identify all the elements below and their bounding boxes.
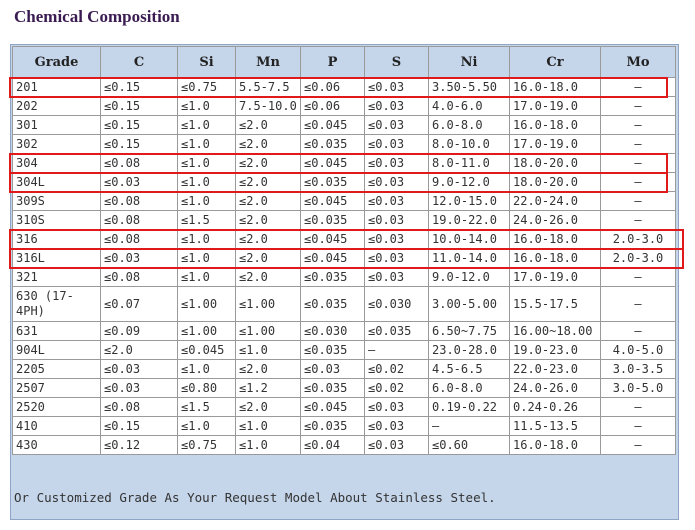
composition-cell: 7.5-10.0 (236, 97, 301, 116)
composition-cell: – (601, 97, 676, 116)
composition-cell: ≤0.045 (178, 341, 236, 360)
composition-cell: ≤0.03 (365, 97, 429, 116)
table-row (13, 360, 676, 379)
grade-cell: 410 (13, 417, 101, 436)
composition-cell: ≤1.2 (236, 379, 301, 398)
table-row (13, 154, 676, 173)
composition-cell: ≤1.0 (178, 249, 236, 268)
grade-cell: 630 (17-4PH) (13, 287, 101, 322)
composition-cell: 4.0-5.0 (601, 341, 676, 360)
composition-cell: ≤1.00 (236, 322, 301, 341)
composition-cell: – (601, 287, 676, 322)
grade-cell: 631 (13, 322, 101, 341)
composition-table (12, 46, 676, 455)
composition-cell: 24.0-26.0 (510, 379, 601, 398)
table-row (13, 398, 676, 417)
composition-cell: – (601, 211, 676, 230)
composition-cell: 0.24-0.26 (510, 398, 601, 417)
grade-cell: 316 (13, 230, 101, 249)
composition-cell: ≤0.08 (101, 192, 178, 211)
composition-cell: ≤0.06 (301, 97, 365, 116)
composition-cell: ≤0.75 (178, 78, 236, 97)
composition-cell: ≤0.15 (101, 78, 178, 97)
composition-cell: ≤0.045 (301, 192, 365, 211)
composition-cell: ≤0.045 (301, 230, 365, 249)
composition-cell: ≤0.08 (101, 154, 178, 173)
header-c: C (101, 47, 178, 78)
grade-cell: 304 (13, 154, 101, 173)
composition-cell: 3.00-5.00 (429, 287, 510, 322)
composition-cell: 5.5-7.5 (236, 78, 301, 97)
grade-cell: 201 (13, 78, 101, 97)
composition-cell: 19.0-22.0 (429, 211, 510, 230)
composition-cell: 18.0-20.0 (510, 173, 601, 192)
composition-cell: ≤0.03 (365, 192, 429, 211)
composition-cell: ≤0.035 (301, 135, 365, 154)
composition-cell: ≤2.0 (101, 341, 178, 360)
composition-cell: 3.50-5.50 (429, 78, 510, 97)
grade-cell: 302 (13, 135, 101, 154)
composition-cell: ≤2.0 (236, 135, 301, 154)
table-row (13, 78, 676, 97)
composition-cell: ≤0.03 (101, 249, 178, 268)
composition-cell: ≤0.035 (301, 287, 365, 322)
composition-cell: ≤0.03 (365, 417, 429, 436)
grade-cell: 309S (13, 192, 101, 211)
composition-cell: 16.0-18.0 (510, 116, 601, 135)
composition-cell: ≤1.00 (236, 287, 301, 322)
composition-cell: 2.0-3.0 (601, 230, 676, 249)
grade-cell: 316L (13, 249, 101, 268)
composition-cell: ≤0.60 (429, 436, 510, 455)
table-row (13, 436, 676, 455)
composition-cell: ≤1.00 (178, 287, 236, 322)
composition-cell: ≤2.0 (236, 230, 301, 249)
composition-cell: ≤2.0 (236, 211, 301, 230)
composition-cell: ≤0.03 (365, 78, 429, 97)
composition-cell: 9.0-12.0 (429, 173, 510, 192)
composition-cell: ≤2.0 (236, 398, 301, 417)
composition-cell: ≤0.045 (301, 116, 365, 135)
composition-cell: ≤0.03 (101, 379, 178, 398)
composition-cell: ≤0.08 (101, 211, 178, 230)
composition-cell: 16.00~18.00 (510, 322, 601, 341)
composition-cell: ≤0.80 (178, 379, 236, 398)
composition-cell: 9.0-12.0 (429, 268, 510, 287)
composition-cell: 19.0-23.0 (510, 341, 601, 360)
composition-cell: ≤0.035 (301, 268, 365, 287)
composition-cell: ≤0.035 (365, 322, 429, 341)
composition-cell: ≤2.0 (236, 192, 301, 211)
composition-cell: ≤2.0 (236, 173, 301, 192)
header-cr: Cr (510, 47, 601, 78)
composition-cell: ≤1.5 (178, 211, 236, 230)
composition-cell: 3.0-5.0 (601, 379, 676, 398)
grade-cell: 310S (13, 211, 101, 230)
composition-cell: ≤0.15 (101, 417, 178, 436)
composition-cell: ≤0.15 (101, 135, 178, 154)
composition-cell: ≤1.0 (178, 154, 236, 173)
table-row (13, 211, 676, 230)
header-p: P (301, 47, 365, 78)
composition-cell: – (601, 116, 676, 135)
composition-cell: – (601, 436, 676, 455)
composition-cell: 6.0-8.0 (429, 116, 510, 135)
grade-cell: 304L (13, 173, 101, 192)
composition-cell: 11.5-13.5 (510, 417, 601, 436)
composition-cell: ≤0.030 (365, 287, 429, 322)
composition-cell: ≤1.5 (178, 398, 236, 417)
composition-cell: ≤0.035 (301, 211, 365, 230)
composition-cell: ≤0.03 (365, 116, 429, 135)
composition-cell: – (601, 268, 676, 287)
composition-cell: ≤0.08 (101, 230, 178, 249)
composition-cell: ≤0.045 (301, 249, 365, 268)
table-row (13, 116, 676, 135)
composition-cell: 6.0-8.0 (429, 379, 510, 398)
composition-cell: – (365, 341, 429, 360)
composition-cell: ≤0.03 (365, 398, 429, 417)
composition-cell: ≤0.03 (365, 173, 429, 192)
composition-cell: ≤0.045 (301, 154, 365, 173)
composition-cell: 3.0-3.5 (601, 360, 676, 379)
composition-cell: 16.0-18.0 (510, 78, 601, 97)
composition-cell: ≤0.03 (101, 173, 178, 192)
header-s: S (365, 47, 429, 78)
composition-cell: 16.0-18.0 (510, 230, 601, 249)
header-si: Si (178, 47, 236, 78)
composition-cell: ≤1.0 (178, 268, 236, 287)
table-row (13, 135, 676, 154)
composition-cell: ≤0.03 (365, 135, 429, 154)
composition-cell: 2.0-3.0 (601, 249, 676, 268)
composition-cell: ≤2.0 (236, 154, 301, 173)
composition-cell: ≤2.0 (236, 360, 301, 379)
grade-cell: 202 (13, 97, 101, 116)
header-grade: Grade (13, 47, 101, 78)
grade-cell: 2205 (13, 360, 101, 379)
table-row (13, 417, 676, 436)
composition-cell: ≤0.06 (301, 78, 365, 97)
composition-cell: ≤1.0 (236, 417, 301, 436)
composition-cell: 16.0-18.0 (510, 249, 601, 268)
table-row (13, 97, 676, 116)
composition-cell: 12.0-15.0 (429, 192, 510, 211)
composition-cell: ≤0.045 (301, 398, 365, 417)
grade-cell: 430 (13, 436, 101, 455)
page-title: Chemical Composition (14, 7, 180, 26)
composition-cell: ≤0.035 (301, 173, 365, 192)
composition-cell: 17.0-19.0 (510, 268, 601, 287)
composition-cell: ≤1.0 (178, 230, 236, 249)
composition-cell: – (601, 322, 676, 341)
composition-cell: 10.0-14.0 (429, 230, 510, 249)
composition-cell: 17.0-19.0 (510, 97, 601, 116)
header-ni: Ni (429, 47, 510, 78)
composition-cell: ≤0.03 (101, 360, 178, 379)
composition-cell: ≤0.15 (101, 97, 178, 116)
composition-cell: ≤0.03 (365, 249, 429, 268)
composition-cell: ≤0.15 (101, 116, 178, 135)
customization-note: Or Customized Grade As Your Request Model About Stainless Steel. (14, 489, 496, 505)
composition-cell: ≤1.0 (178, 97, 236, 116)
table-row (13, 249, 676, 268)
table-row (13, 192, 676, 211)
composition-cell: ≤0.75 (178, 436, 236, 455)
table-row (13, 322, 676, 341)
table-row (13, 230, 676, 249)
composition-cell: ≤0.08 (101, 268, 178, 287)
composition-cell: ≤2.0 (236, 249, 301, 268)
grade-cell: 2507 (13, 379, 101, 398)
table-body (13, 78, 676, 455)
composition-cell: ≤0.02 (365, 360, 429, 379)
composition-cell: ≤1.0 (236, 436, 301, 455)
composition-cell: 11.0-14.0 (429, 249, 510, 268)
composition-cell: 8.0-11.0 (429, 154, 510, 173)
composition-cell: 23.0-28.0 (429, 341, 510, 360)
composition-cell: ≤0.08 (101, 398, 178, 417)
composition-cell: ≤1.00 (178, 322, 236, 341)
composition-cell: ≤0.12 (101, 436, 178, 455)
composition-cell: ≤2.0 (236, 268, 301, 287)
composition-cell: 8.0-10.0 (429, 135, 510, 154)
composition-cell: ≤0.035 (301, 417, 365, 436)
composition-cell: ≤0.030 (301, 322, 365, 341)
composition-cell: – (601, 173, 676, 192)
composition-cell: ≤0.04 (301, 436, 365, 455)
grade-cell: 301 (13, 116, 101, 135)
header-mn: Mn (236, 47, 301, 78)
table-row (13, 268, 676, 287)
table-row (13, 173, 676, 192)
composition-cell: 0.19-0.22 (429, 398, 510, 417)
composition-cell: 24.0-26.0 (510, 211, 601, 230)
composition-cell: 4.0-6.0 (429, 97, 510, 116)
table-row (13, 341, 676, 360)
header-mo: Mo (601, 47, 676, 78)
composition-cell: ≤0.09 (101, 322, 178, 341)
grade-cell: 904L (13, 341, 101, 360)
table-row (13, 287, 676, 322)
composition-cell: ≤0.02 (365, 379, 429, 398)
composition-cell: ≤0.03 (365, 211, 429, 230)
composition-cell: 15.5-17.5 (510, 287, 601, 322)
composition-cell: ≤1.0 (236, 341, 301, 360)
composition-cell: 17.0-19.0 (510, 135, 601, 154)
composition-cell: ≤0.03 (365, 154, 429, 173)
composition-cell: ≤0.07 (101, 287, 178, 322)
table-row (13, 379, 676, 398)
composition-cell: – (601, 135, 676, 154)
composition-cell: – (601, 192, 676, 211)
composition-cell: ≤0.03 (365, 436, 429, 455)
composition-cell: 22.0-24.0 (510, 192, 601, 211)
composition-cell: ≤0.03 (365, 268, 429, 287)
composition-cell: ≤0.03 (301, 360, 365, 379)
composition-cell: 4.5-6.5 (429, 360, 510, 379)
grade-cell: 2520 (13, 398, 101, 417)
composition-cell: ≤2.0 (236, 116, 301, 135)
composition-cell: ≤1.0 (178, 116, 236, 135)
composition-cell: ≤0.03 (365, 230, 429, 249)
composition-cell: ≤1.0 (178, 417, 236, 436)
composition-cell: ≤1.0 (178, 360, 236, 379)
composition-cell: ≤1.0 (178, 135, 236, 154)
composition-cell: 16.0-18.0 (510, 436, 601, 455)
composition-cell: ≤0.035 (301, 341, 365, 360)
grade-cell: 321 (13, 268, 101, 287)
composition-cell: – (601, 154, 676, 173)
composition-cell: – (601, 398, 676, 417)
header-row (13, 47, 676, 78)
composition-cell: 6.50~7.75 (429, 322, 510, 341)
composition-cell: – (601, 78, 676, 97)
composition-cell: ≤0.035 (301, 379, 365, 398)
composition-cell: ≤1.0 (178, 192, 236, 211)
composition-cell: 22.0-23.0 (510, 360, 601, 379)
composition-cell: 18.0-20.0 (510, 154, 601, 173)
composition-cell: ≤1.0 (178, 173, 236, 192)
composition-cell: – (601, 417, 676, 436)
composition-cell: – (429, 417, 510, 436)
